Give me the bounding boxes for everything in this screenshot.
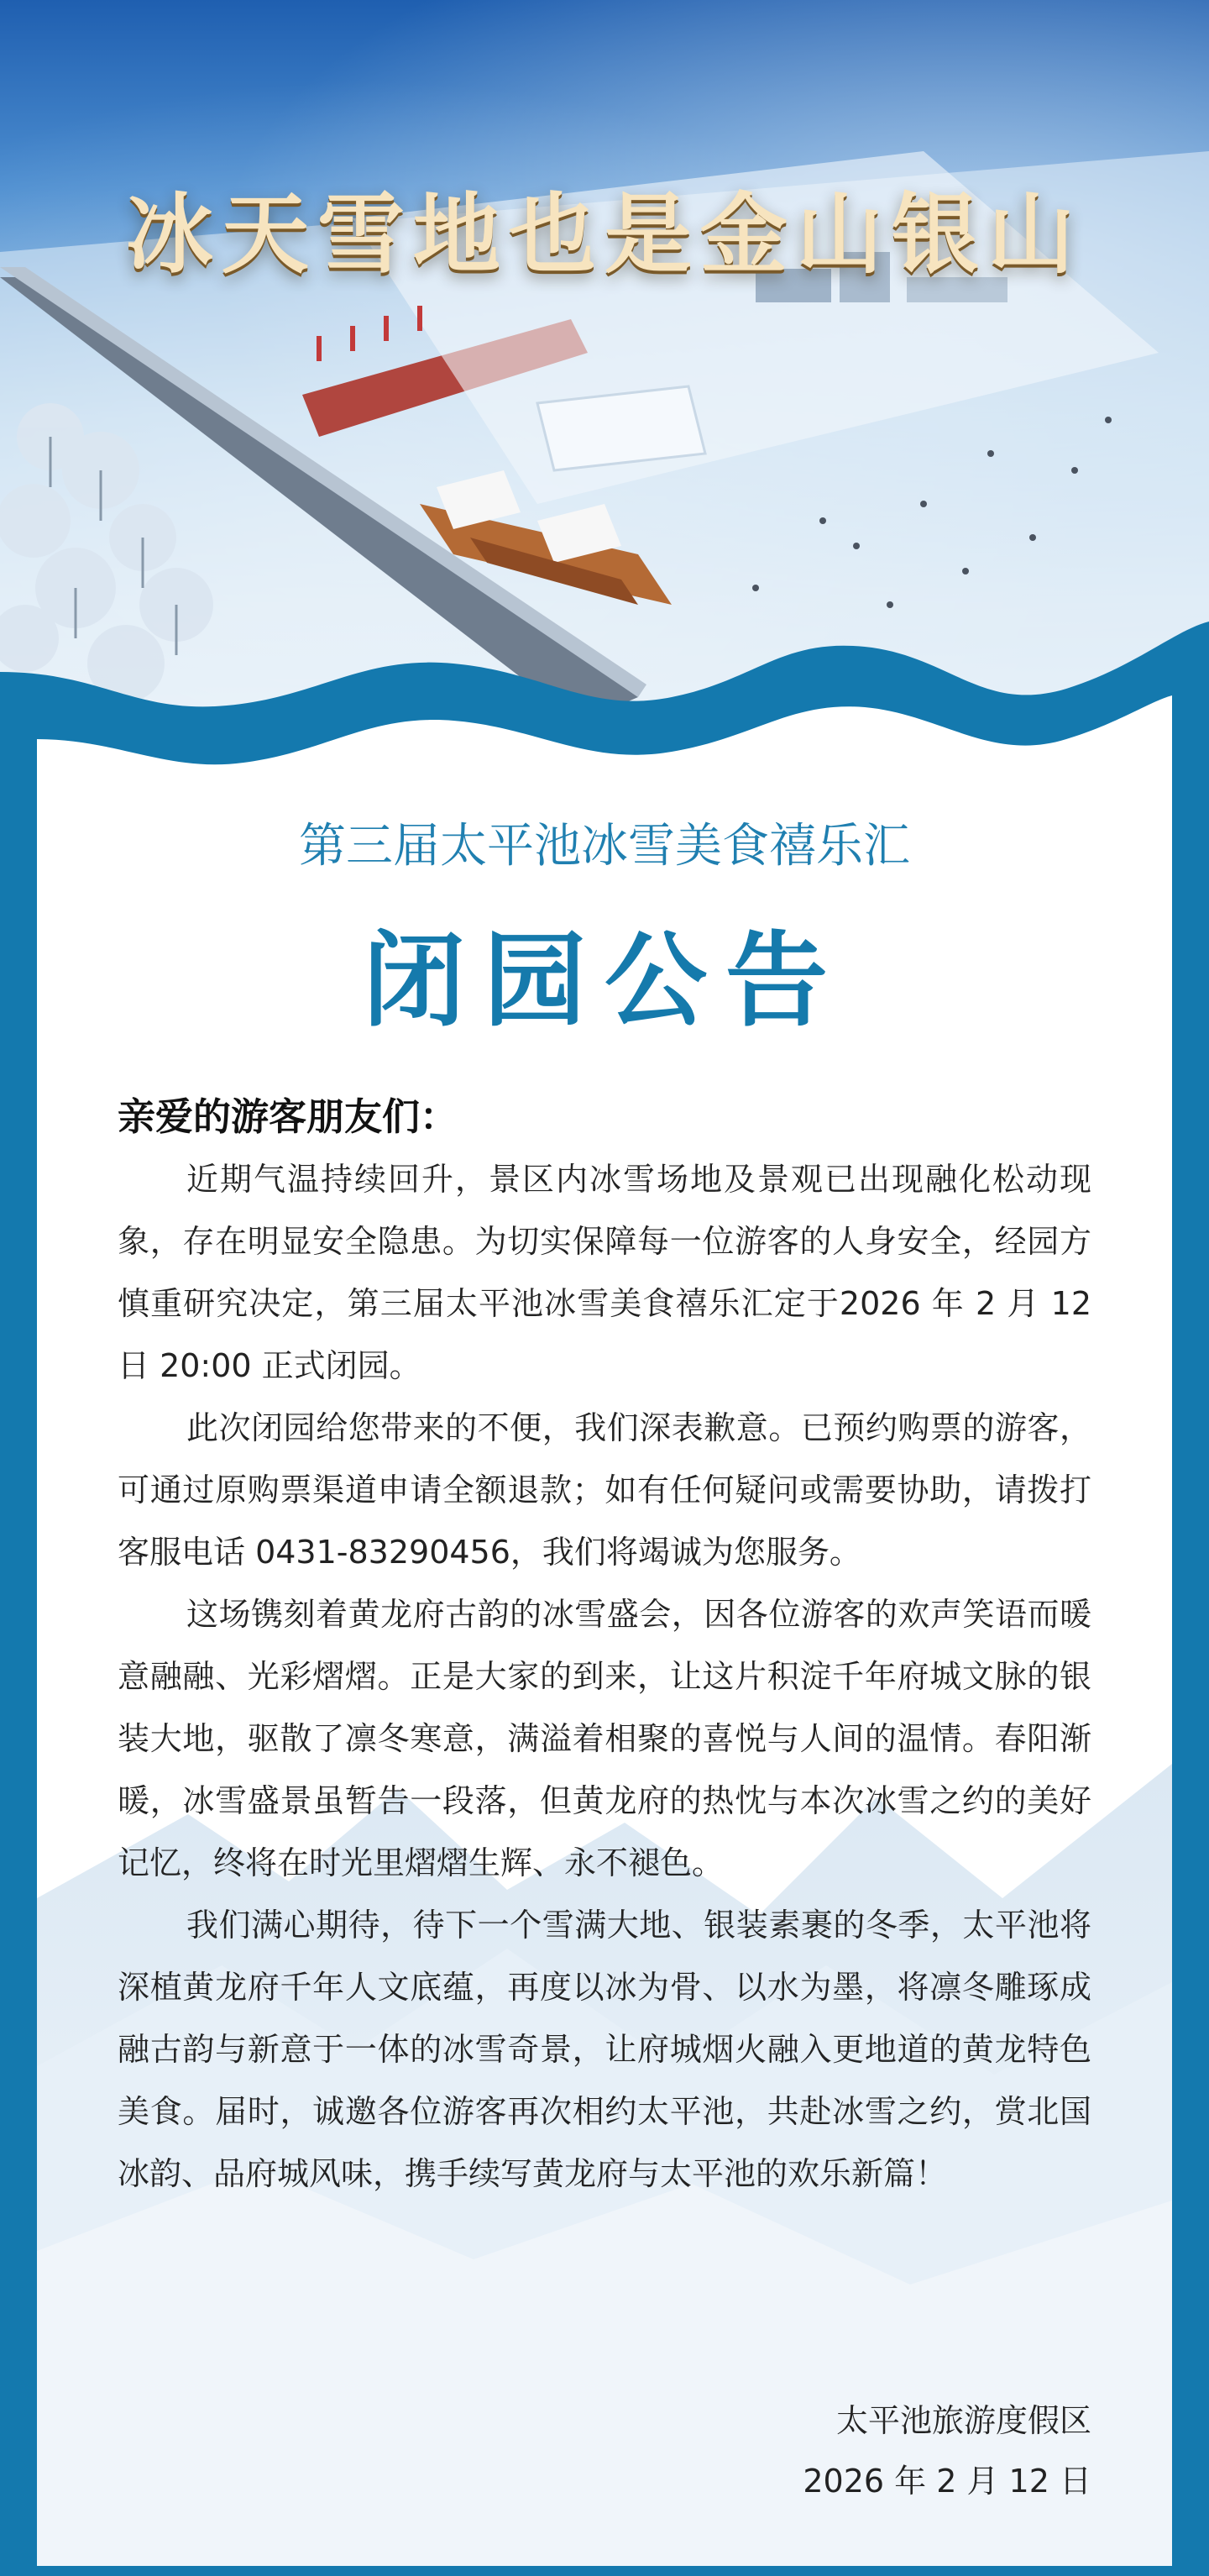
notice-title: 闭园公告 [363, 921, 846, 1041]
signature-org: 太平池旅游度假区 [835, 2402, 1091, 2439]
banner-title: 冰天雪地也是金山银山 [125, 182, 1083, 286]
paragraph-next-season: 我们满心期待，待下一个雪满大地、银装素裹的冬季，太平池将深植黄龙府千年人文底蕴，再度以冰为骨、以水为墨，将凛冬雕琢成融古韵与新意于一体的冰雪奇景，让府城烟火融入更地道的黄龙特色美食。届时，诚邀各位游客再次相约太平池，共赴冰雪之约，赏北国冰韵、品府城风味，携手续写黄龙府与太平池的欢乐新篇！ [118, 1907, 1091, 2192]
notice-body [118, 1148, 1091, 2205]
paragraph-closing-announcement: 近期气温持续回升，景区内冰雪场地及景观已出现融化松动现象，存在明显安全隐患。为切实保障每一位游客的人身安全，经园方慎重研究决定，第三届太平池冰雪美食禧乐汇定于2026 年 2 月 12 日 20:00 正式闭园。 [118, 1161, 1091, 1384]
greeting: 亲爱的游客朋友们： [118, 1094, 458, 1139]
paragraph-refund-info: 此次闭园给您带来的不便，我们深表歉意。已预约购票的游客，可通过原购票渠道申请全额退款；如有任何疑问或需要协助，请拨打客服电话 0431-83290456，我们将竭诚为您服务。 [118, 1409, 1091, 1571]
signature-block [803, 2390, 1091, 2511]
paragraph-thanks: 这场镌刻着黄龙府古韵的冰雪盛会，因各位游客的欢声笑语而暖意融融、光彩熠熠。正是大家的到来，让这片积淀千年府城文脉的银装大地，驱散了凛冬寒意，满溢着相聚的喜悦与人间的温情。春阳渐暖，冰雪盛景虽暂告一段落，但黄龙府的热忱与本次冰雪之约的美好记忆，终将在时光里熠熠生辉、永不褪色。 [118, 1596, 1091, 1881]
signature-date: 2026 年 2 月 12 日 [803, 2463, 1091, 2500]
event-subtitle: 第三届太平池冰雪美食禧乐汇 [299, 819, 910, 874]
